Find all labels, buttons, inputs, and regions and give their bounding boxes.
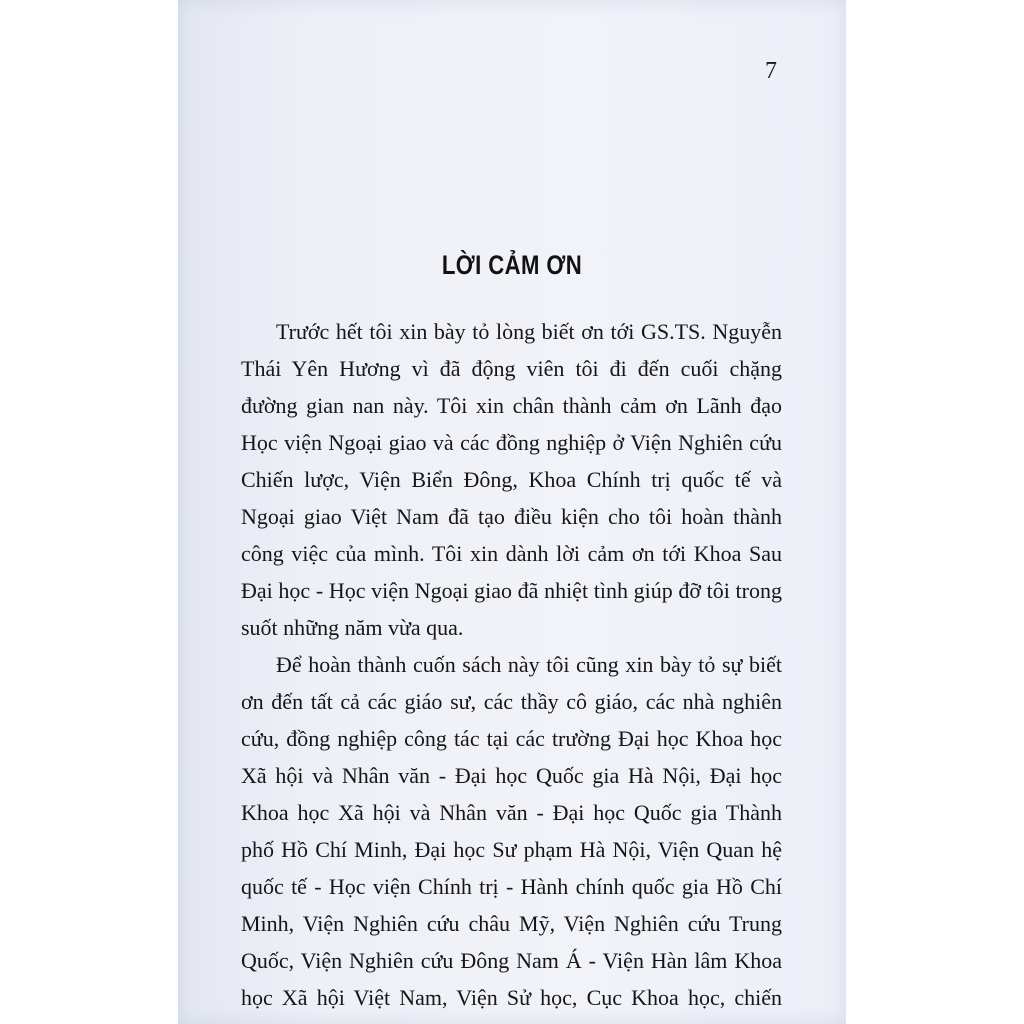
body-line: Thái Yên Hương vì đã động viên tôi đi đến cuối chặng xyxy=(241,356,782,381)
body-line: Chiến lược, Viện Biển Đông, Khoa Chính trị quốc tế và xyxy=(241,467,782,492)
body-line: Khoa học Xã hội và Nhân văn - Đại học Quốc gia Thành xyxy=(241,800,782,825)
body-line: Ngoại giao Việt Nam đã tạo điều kiện cho tôi hoàn thành xyxy=(241,504,782,529)
body-line: Học viện Ngoại giao và các đồng nghiệp ở Viện Nghiên cứu xyxy=(241,430,782,455)
body-line: quốc tế - Học viện Chính trị - Hành chính quốc gia Hồ Chí xyxy=(241,874,782,899)
body-line: Minh, Viện Nghiên cứu châu Mỹ, Viện Nghiên cứu Trung xyxy=(241,911,782,936)
page-number: 7 xyxy=(765,58,777,84)
body-line: suốt những năm vừa qua. xyxy=(241,615,464,640)
body-line: Trước hết tôi xin bày tỏ lòng biết ơn tới GS.TS. Nguyễn xyxy=(276,319,782,344)
body-line: công việc của mình. Tôi xin dành lời cảm ơn tới Khoa Sau xyxy=(241,541,782,566)
chapter-title: LỜI CẢM ƠN xyxy=(441,250,583,280)
body-line: cứu, đồng nghiệp công tác tại các trường Đại học Khoa học xyxy=(241,726,782,751)
body-line: học Xã hội Việt Nam, Viện Sử học, Cục Khoa học, chiến xyxy=(241,985,782,1010)
body-line: Để hoàn thành cuốn sách này tôi cũng xin bày tỏ sự biết xyxy=(276,652,782,677)
body-line: Quốc, Viện Nghiên cứu Đông Nam Á - Viện Hàn lâm Khoa xyxy=(241,948,782,973)
body-line: Xã hội và Nhân văn - Đại học Quốc gia Hà Nội, Đại học xyxy=(241,763,782,788)
body-line: Đại học - Học viện Ngoại giao đã nhiệt tình giúp đỡ tôi trong xyxy=(241,578,782,603)
body-line: phố Hồ Chí Minh, Đại học Sư phạm Hà Nội, Viện Quan hệ xyxy=(241,837,782,862)
body-line: ơn đến tất cả các giáo sư, các thầy cô giáo, các nhà nghiên xyxy=(241,689,782,714)
body-line: đường gian nan này. Tôi xin chân thành cảm ơn Lãnh đạo xyxy=(241,393,782,418)
